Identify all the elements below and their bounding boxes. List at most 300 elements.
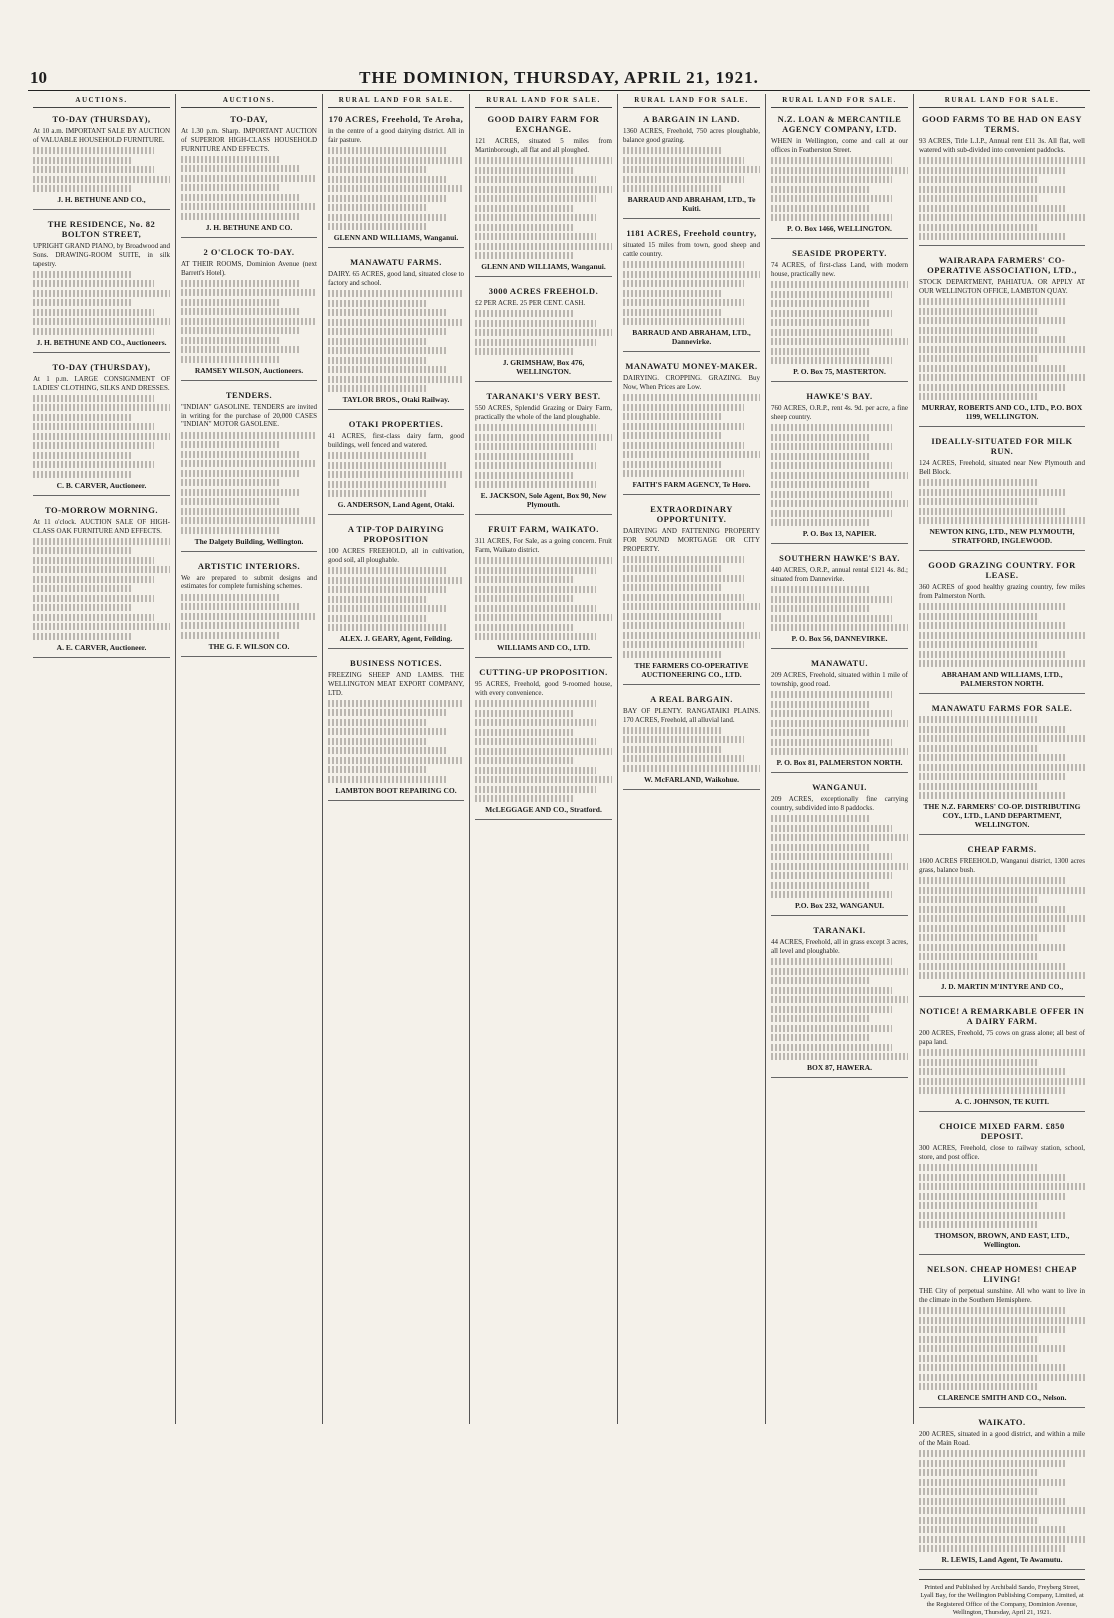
ad-agent: BARRAUD AND ABRAHAM, LTD., Te Kuiti. xyxy=(627,195,756,213)
advertisement xyxy=(771,658,908,773)
body-text-line xyxy=(919,651,1065,658)
ad-divider xyxy=(33,352,170,353)
body-text-line xyxy=(771,729,870,736)
ad-agent: P. O. Box 75, MASTERTON. xyxy=(793,367,886,376)
body-text-line xyxy=(771,510,892,517)
body-text-line xyxy=(328,490,426,497)
ad-text: 100 ACRES FREEHOLD, all in cultivation, good soil, all ploughable. xyxy=(328,547,464,564)
body-text-line xyxy=(33,614,154,621)
body-text-line xyxy=(33,299,132,306)
body-text-line xyxy=(771,443,892,450)
body-text-line xyxy=(475,224,574,231)
body-text-line xyxy=(771,825,892,832)
body-text-line xyxy=(181,346,301,353)
ad-text: 74 ACRES, of first-class Land, with modern house, practically new. xyxy=(771,261,908,278)
ad-divider xyxy=(771,648,908,649)
column-7 xyxy=(914,94,1090,1617)
ad-agent: P. O. Box 81, PALMERSTON NORTH. xyxy=(776,758,903,767)
body-text-line xyxy=(33,452,132,459)
ad-agent: NEWTON KING, LTD., NEW PLYMOUTH, STRATFORD, INGLEWOOD. xyxy=(929,527,1075,545)
body-text-line xyxy=(623,299,744,306)
body-text-line xyxy=(623,290,722,297)
body-text-line xyxy=(919,972,1085,979)
body-text-line xyxy=(919,1212,1065,1219)
body-text-line xyxy=(919,613,1039,620)
body-text-line xyxy=(181,489,301,496)
body-text-line xyxy=(919,963,1065,970)
advertisement xyxy=(919,1264,1085,1408)
body-text-line xyxy=(328,462,448,469)
ad-divider xyxy=(919,834,1085,835)
ad-agent: P.O. Box 232, WANGANUI. xyxy=(795,901,884,910)
ad-title: EXTRAORDINARY OPPORTUNITY. xyxy=(650,504,733,524)
body-text-line xyxy=(33,309,154,316)
ad-title: MANAWATU MONEY-MAKER. xyxy=(625,361,758,371)
body-text-line xyxy=(623,271,760,278)
ad-text: 124 ACRES, Freehold, situated near New Plymouth and Bell Block. xyxy=(919,459,1085,476)
body-text-line xyxy=(475,186,612,193)
ad-divider xyxy=(181,237,317,238)
advertisement xyxy=(919,560,1085,694)
body-text-line xyxy=(771,615,892,622)
body-text-line xyxy=(623,432,722,439)
ad-text: At 11 o'clock. AUCTION SALE OF HIGH-CLASS OAK FURNITURE AND EFFECTS. xyxy=(33,517,170,535)
ad-text: 360 ACRES of good healthy grazing country, few miles from Palmerston North. xyxy=(919,583,1085,600)
body-text-line xyxy=(771,310,892,317)
advertisement xyxy=(33,362,170,496)
body-text-line xyxy=(328,738,426,745)
body-text-line xyxy=(328,615,426,622)
ad-text: At 10 a.m. IMPORTANT SALE BY AUCTION of VALUABLE HOUSEHOLD FURNITURE. xyxy=(33,127,170,144)
ad-text: DAIRY. 65 ACRES, good land, situated close to factory and school. xyxy=(328,270,464,287)
body-text-line xyxy=(181,280,301,287)
ad-divider xyxy=(919,1569,1085,1570)
body-text-line xyxy=(919,1336,1039,1343)
body-text-line xyxy=(181,337,279,344)
ad-title: TO-DAY, xyxy=(230,114,268,124)
ad-text: DAIRYING AND FATTENING PROPERTY FOR SOUND MORTGAGE OR CITY PROPERTY. xyxy=(623,527,760,553)
body-text-line xyxy=(919,498,1039,505)
ad-title: GOOD GRAZING COUNTRY. FOR LEASE. xyxy=(928,560,1076,580)
body-text-line xyxy=(475,738,596,745)
ad-divider xyxy=(919,1254,1085,1255)
advertisement xyxy=(771,248,908,382)
body-text-line xyxy=(33,585,132,592)
ad-divider xyxy=(771,772,908,773)
body-text-line xyxy=(181,632,279,639)
body-text-line xyxy=(328,481,448,488)
ad-title: A BARGAIN IN LAND. xyxy=(643,114,740,124)
body-text-line xyxy=(328,757,464,764)
ad-text: WHEN in Wellington, come and call at our offices in Featherston Street. xyxy=(771,137,908,154)
ad-agent: McLEGGAGE AND CO., Stratford. xyxy=(485,805,602,815)
body-text-line xyxy=(919,764,1085,771)
body-text-line xyxy=(181,517,317,524)
body-text-line xyxy=(328,471,464,478)
ad-text: 760 ACRES, O.R.P., rent 4s. 9d. per acre, a fine sheep country. xyxy=(771,404,908,421)
ad-divider xyxy=(475,657,612,658)
body-text-line xyxy=(919,157,1085,164)
body-text-line xyxy=(328,357,426,364)
ad-text: 200 ACRES, situated in a good district, and within a mile of the Main Road. xyxy=(919,1430,1085,1447)
ad-title: MANAWATU FARMS. xyxy=(350,257,442,267)
body-text-line xyxy=(771,300,870,307)
body-text-line xyxy=(475,481,596,488)
body-text-line xyxy=(771,1025,892,1032)
body-text-line xyxy=(475,205,574,212)
body-text-line xyxy=(328,195,448,202)
body-text-line xyxy=(623,746,722,753)
body-text-line xyxy=(771,958,892,965)
body-text-line xyxy=(771,891,892,898)
ad-divider xyxy=(33,209,170,210)
ad-divider xyxy=(475,819,612,820)
body-text-line xyxy=(919,896,1039,903)
body-text-line xyxy=(475,767,596,774)
ad-title: CHOICE MIXED FARM. £850 DEPOSIT. xyxy=(939,1121,1065,1141)
column-heading: RURAL LAND FOR SALE. xyxy=(919,94,1085,108)
body-text-line xyxy=(771,872,892,879)
ad-divider xyxy=(919,426,1085,427)
body-text-line xyxy=(919,1326,1065,1333)
body-text-line xyxy=(328,204,426,211)
body-text-line xyxy=(771,691,892,698)
column-2 xyxy=(176,94,323,1424)
body-text-line xyxy=(623,147,722,154)
body-text-line xyxy=(33,442,154,449)
ad-title: FRUIT FARM, WAIKATO. xyxy=(488,524,599,535)
body-text-line xyxy=(475,605,596,612)
body-text-line xyxy=(475,252,574,259)
body-text-line xyxy=(919,906,1065,913)
ad-title: A REAL BARGAIN. xyxy=(650,693,733,704)
ad-title: TO-MORROW MORNING. xyxy=(44,504,159,515)
body-text-line xyxy=(475,453,574,460)
ad-divider xyxy=(328,514,464,515)
body-text-line xyxy=(771,1053,908,1060)
ad-text: DAIRYING. CROPPING. GRAZING. Buy Now, When Prices are Low. xyxy=(623,374,760,391)
column-4 xyxy=(470,94,618,1424)
ad-agent: BOX 87, HAWERA. xyxy=(806,1063,872,1072)
ad-title: 170 ACRES, Freehold, Te Aroha, xyxy=(328,114,464,124)
body-text-line xyxy=(771,472,908,479)
ad-text: 300 ACRES, Freehold, close to railway station, school, store, and post office. xyxy=(919,1144,1085,1161)
advertisement xyxy=(181,114,317,238)
body-text-line xyxy=(919,887,1085,894)
body-text-line xyxy=(919,393,1039,400)
body-text-line xyxy=(771,214,892,221)
body-text-line xyxy=(919,944,1065,951)
ad-text: in the centre of a good dairying district. All in fair pasture. xyxy=(328,127,464,144)
page-title: THE DOMINION, THURSDAY, APRIL 21, 1921. xyxy=(359,68,759,87)
body-text-line xyxy=(919,186,1065,193)
ad-text: 209 ACRES, exceptionally fine carrying country, subdivided into 8 paddocks. xyxy=(771,795,908,812)
ad-agent: THE G. F. WILSON CO. xyxy=(208,641,290,651)
ad-divider xyxy=(771,1077,908,1078)
body-text-line xyxy=(33,557,154,564)
body-text-line xyxy=(33,604,132,611)
body-text-line xyxy=(919,1078,1085,1085)
body-text-line xyxy=(33,414,132,421)
ad-divider xyxy=(623,494,760,495)
body-text-line xyxy=(33,290,170,297)
body-text-line xyxy=(623,651,722,658)
ad-title: TARANAKI'S VERY BEST. xyxy=(486,391,601,402)
body-text-line xyxy=(475,633,596,640)
body-text-line xyxy=(33,461,154,468)
ad-title: OTAKI PROPERTIES. xyxy=(348,419,444,429)
body-text-line xyxy=(771,586,870,593)
advertisement xyxy=(328,257,464,410)
body-text-line xyxy=(919,327,1039,334)
body-text-line xyxy=(771,1034,870,1041)
body-text-line xyxy=(919,745,1039,752)
body-text-line xyxy=(771,453,870,460)
ad-agent: P. O. Box 13, NAPIER. xyxy=(802,529,877,538)
advertisement xyxy=(919,703,1085,835)
body-text-line xyxy=(771,491,892,498)
ad-title: 2 O'CLOCK TO-DAY. xyxy=(203,246,295,257)
column-6 xyxy=(766,94,914,1424)
body-text-line xyxy=(771,205,870,212)
body-text-line xyxy=(181,613,317,620)
body-text-line xyxy=(475,795,574,802)
body-text-line xyxy=(771,176,892,183)
ad-agent: J. GRIMSHAW, Box 476, WELLINGTON. xyxy=(502,358,585,377)
body-text-line xyxy=(919,298,1065,305)
ad-title: WANGANUI. xyxy=(812,782,867,792)
ad-divider xyxy=(771,381,908,382)
ad-agent: P. O. Box 56, DANNEVIRKE. xyxy=(791,634,888,643)
body-text-line xyxy=(771,519,870,526)
ad-divider xyxy=(771,543,908,544)
body-text-line xyxy=(33,280,154,287)
ad-title: THE RESIDENCE, No. 82 BOLTON STREET, xyxy=(47,219,156,239)
body-text-line xyxy=(919,773,1065,780)
body-text-line xyxy=(33,538,170,545)
body-text-line xyxy=(475,195,596,202)
body-text-line xyxy=(623,641,744,648)
column-3 xyxy=(323,94,470,1424)
body-text-line xyxy=(33,166,154,173)
body-text-line xyxy=(475,719,596,726)
body-text-line xyxy=(475,567,596,574)
body-text-line xyxy=(33,328,154,335)
advertisement xyxy=(475,391,612,515)
body-text-line xyxy=(919,632,1085,639)
body-text-line xyxy=(771,434,870,441)
advertisement xyxy=(181,561,317,657)
body-text-line xyxy=(919,233,1065,240)
body-text-line xyxy=(328,376,464,383)
body-text-line xyxy=(181,213,301,220)
ad-title: GOOD FARMS TO BE HAD ON EASY TERMS. xyxy=(922,114,1082,134)
body-text-line xyxy=(475,729,574,736)
body-text-line xyxy=(623,755,744,762)
body-text-line xyxy=(623,575,744,582)
body-text-line xyxy=(181,479,279,486)
body-text-line xyxy=(623,461,722,468)
body-text-line xyxy=(475,557,612,564)
body-text-line xyxy=(771,319,870,326)
body-text-line xyxy=(33,176,170,183)
body-text-line xyxy=(919,877,1065,884)
body-text-line xyxy=(328,185,464,192)
ad-text: "INDIAN" GASOLINE. TENDERS are invited in writing for the purchase of 20,000 CASES "INDIAN" MOTOR GASOLENE. xyxy=(181,402,317,429)
ad-title: NELSON. CHEAP HOMES! CHEAP LIVING! xyxy=(927,1264,1077,1284)
body-text-line xyxy=(475,472,574,479)
body-text-line xyxy=(919,735,1085,742)
ad-divider xyxy=(33,495,170,496)
advertisement xyxy=(328,419,464,515)
body-text-line xyxy=(919,1536,1085,1543)
ad-agent: CLARENCE SMITH AND CO., Nelson. xyxy=(937,1393,1067,1402)
ad-title: IDEALLY-SITUATED FOR MILK RUN. xyxy=(931,436,1073,456)
body-text-line xyxy=(181,165,301,172)
body-text-line xyxy=(181,432,317,439)
body-text-line xyxy=(328,214,448,221)
body-text-line xyxy=(919,1202,1039,1209)
ad-agent: C. B. CARVER, Auctioneer. xyxy=(56,480,147,490)
body-text-line xyxy=(919,754,1065,761)
body-text-line xyxy=(328,366,448,373)
ad-title: ARTISTIC INTERIORS. xyxy=(197,560,301,571)
body-text-line xyxy=(328,624,448,631)
ad-agent: ABRAHAM AND WILLIAMS, LTD., PALMERSTON NORTH. xyxy=(941,670,1063,688)
body-text-line xyxy=(623,622,744,629)
body-text-line xyxy=(623,584,722,591)
body-text-line xyxy=(33,271,132,278)
body-text-line xyxy=(623,765,760,772)
body-text-line xyxy=(771,968,908,975)
body-text-line xyxy=(919,1193,1065,1200)
body-text-line xyxy=(919,1526,1065,1533)
body-text-line xyxy=(328,605,448,612)
body-text-line xyxy=(771,281,908,288)
advertisement xyxy=(919,1006,1085,1112)
ad-agent: THE N.Z. FARMERS' CO-OP. DISTRIBUTING COY., LTD., LAND DEPARTMENT, WELLINGTON. xyxy=(923,802,1081,829)
body-text-line xyxy=(475,167,574,174)
ad-divider xyxy=(475,276,612,277)
ad-title: SEASIDE PROPERTY. xyxy=(792,248,887,258)
ad-text: 311 ACRES, For Sale, as a going concern. Fruit Farm, Waikato district. xyxy=(475,537,612,554)
body-text-line xyxy=(328,166,426,173)
body-text-line xyxy=(623,423,744,430)
body-text-line xyxy=(181,622,301,629)
ad-divider xyxy=(328,409,464,410)
body-text-line xyxy=(919,205,1065,212)
ad-agent: THOMSON, BROWN, AND EAST, LTD., Wellington. xyxy=(934,1231,1070,1249)
ad-divider xyxy=(919,996,1085,997)
body-text-line xyxy=(475,786,596,793)
ad-text: 1360 ACRES, Freehold, 750 acres ploughable, balance good grazing. xyxy=(623,127,760,144)
ad-text: 44 ACRES, Freehold, all in grass except 3 acres, all level and ploughable. xyxy=(771,938,908,955)
ad-agent: WILLIAMS AND CO., LTD. xyxy=(496,643,591,653)
body-text-line xyxy=(919,1087,1065,1094)
body-text-line xyxy=(475,214,596,221)
body-text-line xyxy=(919,1488,1039,1495)
body-text-line xyxy=(181,184,279,191)
ad-text: STOCK DEPARTMENT, PAHIATUA. OR APPLY AT OUR WELLINGTON OFFICE, LAMBTON QUAY. xyxy=(919,278,1085,295)
body-text-line xyxy=(919,1059,1039,1066)
column-heading: AUCTIONS. xyxy=(181,94,317,108)
body-text-line xyxy=(623,556,744,563)
body-text-line xyxy=(475,157,612,164)
body-text-line xyxy=(919,517,1085,524)
ad-title: TO-DAY (THURSDAY), xyxy=(52,361,151,372)
ad-divider xyxy=(919,550,1085,551)
body-text-line xyxy=(328,157,464,164)
body-text-line xyxy=(623,727,722,734)
body-text-line xyxy=(475,776,612,783)
body-text-line xyxy=(919,716,1039,723)
body-text-line xyxy=(33,423,154,430)
ad-agent: E. JACKSON, Sole Agent, Box 90, New Plymouth. xyxy=(480,491,607,510)
body-text-line xyxy=(771,1006,892,1013)
body-text-line xyxy=(771,462,892,469)
body-text-line xyxy=(771,596,892,603)
body-text-line xyxy=(328,385,426,392)
body-text-line xyxy=(771,853,892,860)
body-text-line xyxy=(919,915,1085,922)
body-text-line xyxy=(919,622,1065,629)
advertisement xyxy=(328,114,464,248)
ad-text: UPRIGHT GRAND PIANO, by Broadwood and Sons. DRAWING-ROOM SUITE, in silk tapestry. xyxy=(33,242,170,268)
ad-title: MANAWATU FARMS FOR SALE. xyxy=(931,703,1073,713)
body-text-line xyxy=(181,194,301,201)
body-text-line xyxy=(328,328,448,335)
ad-agent: RAMSEY WILSON, Auctioneers. xyxy=(194,365,304,375)
ad-text: BAY OF PLENTY. RANGATAIKI PLAINS. 170 ACRES, Freehold, all alluvial land. xyxy=(623,706,760,724)
body-text-line xyxy=(919,1174,1065,1181)
body-text-line xyxy=(771,291,892,298)
body-text-line xyxy=(919,384,1065,391)
body-text-line xyxy=(475,748,612,755)
body-text-line xyxy=(919,1479,1065,1486)
body-text-line xyxy=(919,224,1039,231)
advertisement xyxy=(623,694,760,790)
body-text-line xyxy=(328,567,448,574)
ad-divider xyxy=(181,656,317,657)
ad-title: N.Z. LOAN & MERCANTILE AGENCY COMPANY, LTD. xyxy=(777,114,902,134)
body-text-line xyxy=(623,185,722,192)
body-text-line xyxy=(919,1068,1065,1075)
ad-title: SOUTHERN HAWKE'S BAY. xyxy=(779,553,900,563)
ad-divider xyxy=(328,800,464,801)
body-text-line xyxy=(33,566,170,573)
ad-divider xyxy=(475,381,612,382)
body-text-line xyxy=(181,451,301,458)
body-text-line xyxy=(475,320,596,327)
body-text-line xyxy=(771,329,892,336)
body-text-line xyxy=(919,167,1065,174)
ad-title: NOTICE! A REMARKABLE OFFER IN A DAIRY FARM. xyxy=(919,1006,1085,1026)
ad-agent: A. C. JOHNSON, TE KUITI. xyxy=(954,1097,1050,1106)
body-text-line xyxy=(181,308,301,315)
ad-text: 440 ACRES, O.R.P., annual rental £121 4s. 8d.; situated from Dannevirke. xyxy=(771,566,908,583)
advertisement xyxy=(328,524,464,649)
ad-agent: J. H. BETHUNE AND CO., xyxy=(57,195,146,204)
body-text-line xyxy=(623,394,760,401)
body-text-line xyxy=(181,460,317,467)
ad-agent: THE FARMERS CO-OPERATIVE AUCTIONEERING CO., LTD. xyxy=(634,660,749,679)
body-text-line xyxy=(919,783,1039,790)
body-text-line xyxy=(771,195,892,202)
ad-divider xyxy=(623,789,760,790)
body-text-line xyxy=(771,424,892,431)
body-text-line xyxy=(919,1498,1065,1505)
advertisement xyxy=(919,844,1085,997)
